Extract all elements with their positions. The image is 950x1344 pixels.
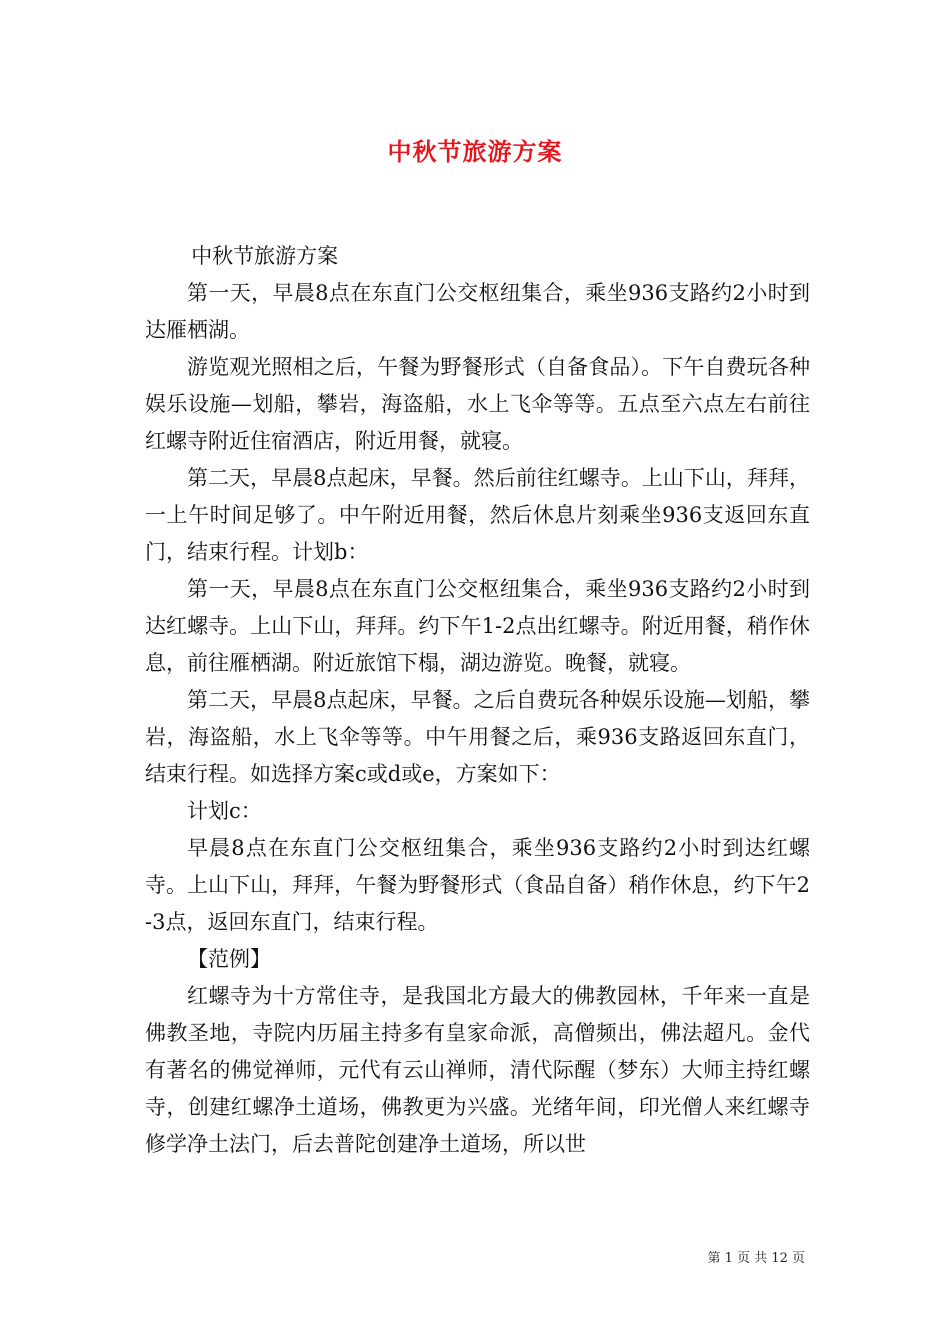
- paragraph: 早晨8点在东直门公交枢纽集合，乘坐936支路约2小时到达红螺寺。上山下山，拜拜，午餐为野餐形式（食品自备）稍作休息，约下午2-3点，返回东直门，结束行程。: [145, 836, 810, 934]
- paragraph-heading: 中秋节旅游方案: [191, 244, 339, 268]
- paragraph: 红螺寺为十方常住寺，是我国北方最大的佛教园林，千年来一直是佛教圣地，寺院内历届主持多有皇家命派，高僧频出，佛法超凡。金代有著名的佛觉禅师，元代有云山禅师，清代际醒（梦东）大师主持红螺寺，创建红螺净土道场，佛教更为兴盛。光绪年间，印光僧人来红螺寺修学净土法门，后去普陀创建净土道场，所以世: [145, 984, 810, 1156]
- paragraph: 第一天，早晨8点在东直门公交枢纽集合，乘坐936支路约2小时到达红螺寺。上山下山，拜拜。约下午1-2点出红螺寺。附近用餐，稍作休息，前往雁栖湖。附近旅馆下榻，湖边游览。晚餐，就寝。: [145, 577, 810, 675]
- paragraph: 第二天，早晨8点起床，早餐。然后前往红螺寺。上山下山，拜拜，一上午时间足够了。中午附近用餐，然后休息片刻乘坐936支返回东直门，结束行程。计划b：: [145, 466, 810, 564]
- paragraph: 第二天，早晨8点起床，早餐。之后自费玩各种娱乐设施—划船，攀岩，海盗船，水上飞伞等等。中午用餐之后，乘936支路返回东直门，结束行程。如选择方案c或d或e，方案如下：: [145, 688, 810, 786]
- paragraph-example-label: 【范例】: [187, 947, 271, 971]
- document-body: [145, 238, 810, 1163]
- paragraph-plan-c-label: 计划c：: [187, 799, 262, 823]
- page-number-footer: 第 1 页 共 12 页: [707, 1251, 805, 1266]
- paragraph: 第一天，早晨8点在东直门公交枢纽集合，乘坐936支路约2小时到达雁栖湖。: [145, 281, 810, 342]
- paragraph: 游览观光照相之后，午餐为野餐形式（自备食品）。下午自费玩各种娱乐设施—划船，攀岩，海盗船，水上飞伞等等。五点至六点左右前往红螺寺附近住宿酒店，附近用餐，就寝。: [145, 355, 810, 453]
- document-title: 中秋节旅游方案: [387, 137, 563, 166]
